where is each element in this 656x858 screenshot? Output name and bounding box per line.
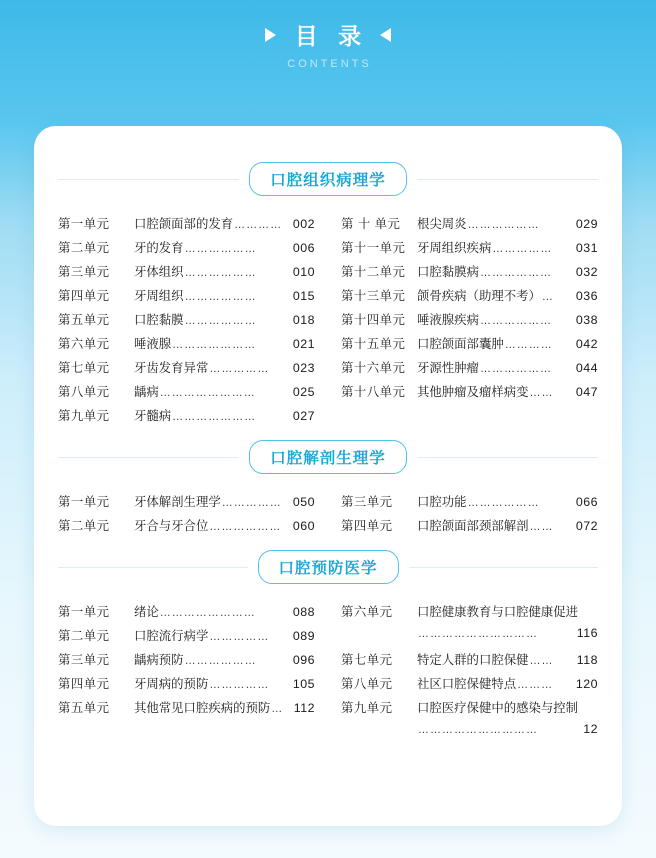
entry-unit: 第三单元 xyxy=(58,653,110,667)
entry-title: 其他肿瘤及瘤样病变 xyxy=(417,385,529,399)
column-right xyxy=(341,492,598,540)
entry-unit: 第二单元 xyxy=(58,241,110,255)
entry-page: 112 xyxy=(293,701,315,715)
entry-page: 088 xyxy=(292,605,315,619)
divider-right xyxy=(409,567,599,568)
entry-title: 口腔流行病学 xyxy=(134,629,209,643)
section-entries-3 xyxy=(58,602,598,746)
divider-left xyxy=(58,567,248,568)
entry-unit: 第七单元 xyxy=(58,361,110,375)
entry-unit: 第十六单元 xyxy=(341,361,406,375)
toc-entry[interactable] xyxy=(58,310,315,334)
toc-entry[interactable] xyxy=(58,238,315,262)
toc-entry[interactable] xyxy=(58,286,315,310)
entry-leader: ……………… xyxy=(479,363,552,375)
entry-title: 牙周组织 xyxy=(134,289,184,303)
entry-leader: ……………… xyxy=(184,655,257,667)
section-heading-1 xyxy=(58,162,598,196)
entry-page: 032 xyxy=(575,265,598,279)
entry-page: 072 xyxy=(575,519,598,533)
entry-page: 002 xyxy=(292,217,315,231)
entry-unit: 第九单元 xyxy=(58,409,110,423)
toc-entry[interactable] xyxy=(341,358,598,382)
header-title-row xyxy=(265,18,391,51)
entry-page: 029 xyxy=(575,217,598,231)
section-entries-1 xyxy=(58,214,598,430)
entry-title: 牙周病的预防 xyxy=(134,677,209,691)
entry-unit: 第七单元 xyxy=(341,653,393,667)
entry-leader: ……………… xyxy=(184,315,257,327)
entry-title: 龋病预防 xyxy=(134,653,184,667)
toc-entry[interactable] xyxy=(58,674,315,698)
entry-unit: 第十八单元 xyxy=(341,385,406,399)
toc-entry[interactable] xyxy=(58,358,315,382)
entry-unit: 第二单元 xyxy=(58,519,110,533)
entry-unit: 第四单元 xyxy=(58,677,110,691)
entry-unit: 第一单元 xyxy=(58,605,110,619)
entry-page: 105 xyxy=(292,677,315,691)
column-right xyxy=(341,214,598,430)
toc-entry[interactable] xyxy=(58,650,315,674)
entry-page: 018 xyxy=(292,313,315,327)
entry-page: 044 xyxy=(575,361,598,375)
section-title-1: 口腔组织病理学 xyxy=(249,162,407,196)
entry-unit: 第十三单元 xyxy=(341,289,406,303)
toc-entry[interactable] xyxy=(341,310,598,334)
entry-title: 口腔颌面部颈部解剖 xyxy=(417,519,529,533)
page-title: 目 录 xyxy=(294,23,369,49)
entry-leader: ……………… xyxy=(479,315,552,327)
entry-title: 口腔医疗保健中的感染与控制 xyxy=(417,701,579,715)
toc-entry[interactable] xyxy=(341,492,598,516)
entry-page: 118 xyxy=(576,653,598,667)
entry-unit: 第十四单元 xyxy=(341,313,406,327)
entry-leader: … xyxy=(271,703,284,715)
triangle-left-icon xyxy=(380,28,391,42)
toc-entry[interactable] xyxy=(341,382,598,406)
entry-leader: …… xyxy=(529,521,554,533)
section-entries-2 xyxy=(58,492,598,540)
entry-leader: ……………… xyxy=(467,497,540,509)
entry-title: 牙的发育 xyxy=(134,241,184,255)
entry-leader: …………………… xyxy=(159,607,256,619)
entry-unit: 第五单元 xyxy=(58,313,110,327)
entry-title: 牙源性肿瘤 xyxy=(417,361,479,375)
entry-title: 牙髓病 xyxy=(134,409,172,423)
entry-title: 颌骨疾病（助理不考） xyxy=(417,289,541,303)
entry-page: 116 xyxy=(576,626,598,640)
entry-unit: 第六单元 xyxy=(58,337,110,351)
entry-unit: 第二单元 xyxy=(58,629,110,643)
entry-page: 010 xyxy=(292,265,315,279)
entry-page: 015 xyxy=(292,289,315,303)
column-right xyxy=(341,602,598,746)
entry-page: 096 xyxy=(292,653,315,667)
toc-entry[interactable] xyxy=(58,334,315,358)
entry-leader: ……………… xyxy=(467,219,540,231)
toc-entry[interactable] xyxy=(58,382,315,406)
entry-title: 特定人群的口腔保健 xyxy=(417,653,529,667)
entry-leader: …………… xyxy=(492,243,553,255)
entry-unit: 第 十 单元 xyxy=(341,217,401,231)
entry-title: 龋病 xyxy=(134,385,159,399)
entry-unit: 第六单元 xyxy=(341,605,393,619)
page-subtitle: CONTENTS xyxy=(287,58,372,70)
entry-page: 050 xyxy=(292,495,315,509)
toc-entry[interactable] xyxy=(341,286,598,310)
entry-title: 唾液腺疾病 xyxy=(417,313,479,327)
entry-page: 12 xyxy=(583,722,598,736)
toc-entry[interactable] xyxy=(58,698,315,722)
divider-right xyxy=(417,457,598,458)
toc-entry[interactable] xyxy=(341,238,598,262)
toc-entry[interactable] xyxy=(341,698,598,722)
column-left xyxy=(58,214,315,430)
entry-leader: ………………… xyxy=(172,339,257,351)
divider-left xyxy=(58,179,239,180)
entry-leader: ……………… xyxy=(184,267,257,279)
entry-leader: ……………… xyxy=(184,291,257,303)
entry-unit: 第十五单元 xyxy=(341,337,406,351)
entry-leader: ………… xyxy=(234,219,283,231)
entry-leader: ……… xyxy=(517,679,554,691)
section-heading-2 xyxy=(58,440,598,474)
contents-card xyxy=(34,126,622,826)
entry-leader: ……………… xyxy=(479,267,552,279)
entry-title: 牙齿发育异常 xyxy=(134,361,209,375)
entry-title: 牙体组织 xyxy=(134,265,184,279)
entry-leader: ……………… xyxy=(209,521,282,533)
toc-entry[interactable] xyxy=(341,516,598,540)
entry-title: 口腔功能 xyxy=(417,495,467,509)
entry-title: 社区口腔保健特点 xyxy=(417,677,517,691)
toc-entry[interactable] xyxy=(341,602,598,626)
toc-entry[interactable] xyxy=(58,492,315,516)
entry-leader: ………………………… xyxy=(418,724,538,736)
entry-page: 027 xyxy=(292,409,315,423)
entry-leader: …… xyxy=(529,387,554,399)
entry-page: 066 xyxy=(575,495,598,509)
toc-entry-continuation[interactable] xyxy=(341,626,598,650)
entry-title: 口腔黏膜病 xyxy=(417,265,479,279)
entry-unit: 第三单元 xyxy=(341,495,393,509)
toc-entry[interactable] xyxy=(58,262,315,286)
entry-unit: 第一单元 xyxy=(58,217,110,231)
page-header xyxy=(0,0,656,88)
toc-entry[interactable] xyxy=(341,262,598,286)
toc-entry[interactable] xyxy=(58,516,315,540)
entry-title: 口腔健康教育与口腔健康促进 xyxy=(417,605,579,619)
toc-entry[interactable] xyxy=(341,334,598,358)
section-title-2: 口腔解剖生理学 xyxy=(249,440,407,474)
entry-unit: 第四单元 xyxy=(341,519,393,533)
entry-page: 120 xyxy=(575,677,598,691)
column-left xyxy=(58,492,315,540)
entry-unit: 第九单元 xyxy=(341,701,393,715)
entry-unit: 第三单元 xyxy=(58,265,110,279)
entry-leader: …………… xyxy=(209,363,270,375)
section-title-3: 口腔预防医学 xyxy=(258,550,399,584)
entry-title: 口腔颌面部的发育 xyxy=(134,217,234,231)
entry-title: 口腔黏膜 xyxy=(134,313,184,327)
entry-title: 绪论 xyxy=(134,605,159,619)
entry-page: 060 xyxy=(292,519,315,533)
column-left xyxy=(58,602,315,746)
toc-entry[interactable] xyxy=(58,626,315,650)
toc-entry[interactable] xyxy=(341,674,598,698)
entry-page: 025 xyxy=(292,385,315,399)
divider-left xyxy=(58,457,239,458)
entry-page: 042 xyxy=(575,337,598,351)
toc-entry[interactable] xyxy=(58,602,315,626)
entry-page: 006 xyxy=(292,241,315,255)
entry-page: 031 xyxy=(575,241,598,255)
entry-title: 牙体解剖生理学 xyxy=(134,495,221,509)
toc-entry-continuation[interactable] xyxy=(341,722,598,746)
entry-leader: …………… xyxy=(209,631,270,643)
entry-page: 036 xyxy=(575,289,598,303)
entry-leader: …… xyxy=(529,655,554,667)
toc-entry[interactable] xyxy=(58,406,315,430)
entry-unit: 第一单元 xyxy=(58,495,110,509)
entry-page: 021 xyxy=(292,337,315,351)
entry-title: 口腔颌面部囊肿 xyxy=(417,337,504,351)
entry-page: 038 xyxy=(575,313,598,327)
entry-leader: ………………………… xyxy=(418,628,538,640)
toc-entry[interactable] xyxy=(341,214,598,238)
entry-leader: …………………… xyxy=(159,387,256,399)
entry-unit: 第十一单元 xyxy=(341,241,406,255)
divider-right xyxy=(417,179,598,180)
entry-unit: 第八单元 xyxy=(58,385,110,399)
entry-page: 047 xyxy=(575,385,598,399)
entry-title: 根尖周炎 xyxy=(417,217,467,231)
section-heading-3 xyxy=(58,550,598,584)
entry-unit: 第五单元 xyxy=(58,701,110,715)
entry-title: 唾液腺 xyxy=(134,337,172,351)
entry-leader: …………… xyxy=(221,497,282,509)
entry-leader: ………… xyxy=(504,339,553,351)
entry-unit: 第八单元 xyxy=(341,677,393,691)
entry-leader: ………………… xyxy=(172,411,257,423)
triangle-right-icon xyxy=(265,28,276,42)
toc-entry[interactable] xyxy=(58,214,315,238)
entry-title: 牙周组织疾病 xyxy=(417,241,492,255)
entry-title: 其他常见口腔疾病的预防 xyxy=(134,701,271,715)
toc-entry[interactable] xyxy=(341,650,598,674)
entry-title: 牙合与牙合位 xyxy=(134,519,209,533)
entry-leader: …………… xyxy=(209,679,270,691)
entry-page: 023 xyxy=(292,361,315,375)
entry-leader: ……………… xyxy=(184,243,257,255)
entry-page: 089 xyxy=(292,629,315,643)
entry-unit: 第十二单元 xyxy=(341,265,406,279)
entry-unit: 第四单元 xyxy=(58,289,110,303)
entry-leader: … xyxy=(541,291,554,303)
